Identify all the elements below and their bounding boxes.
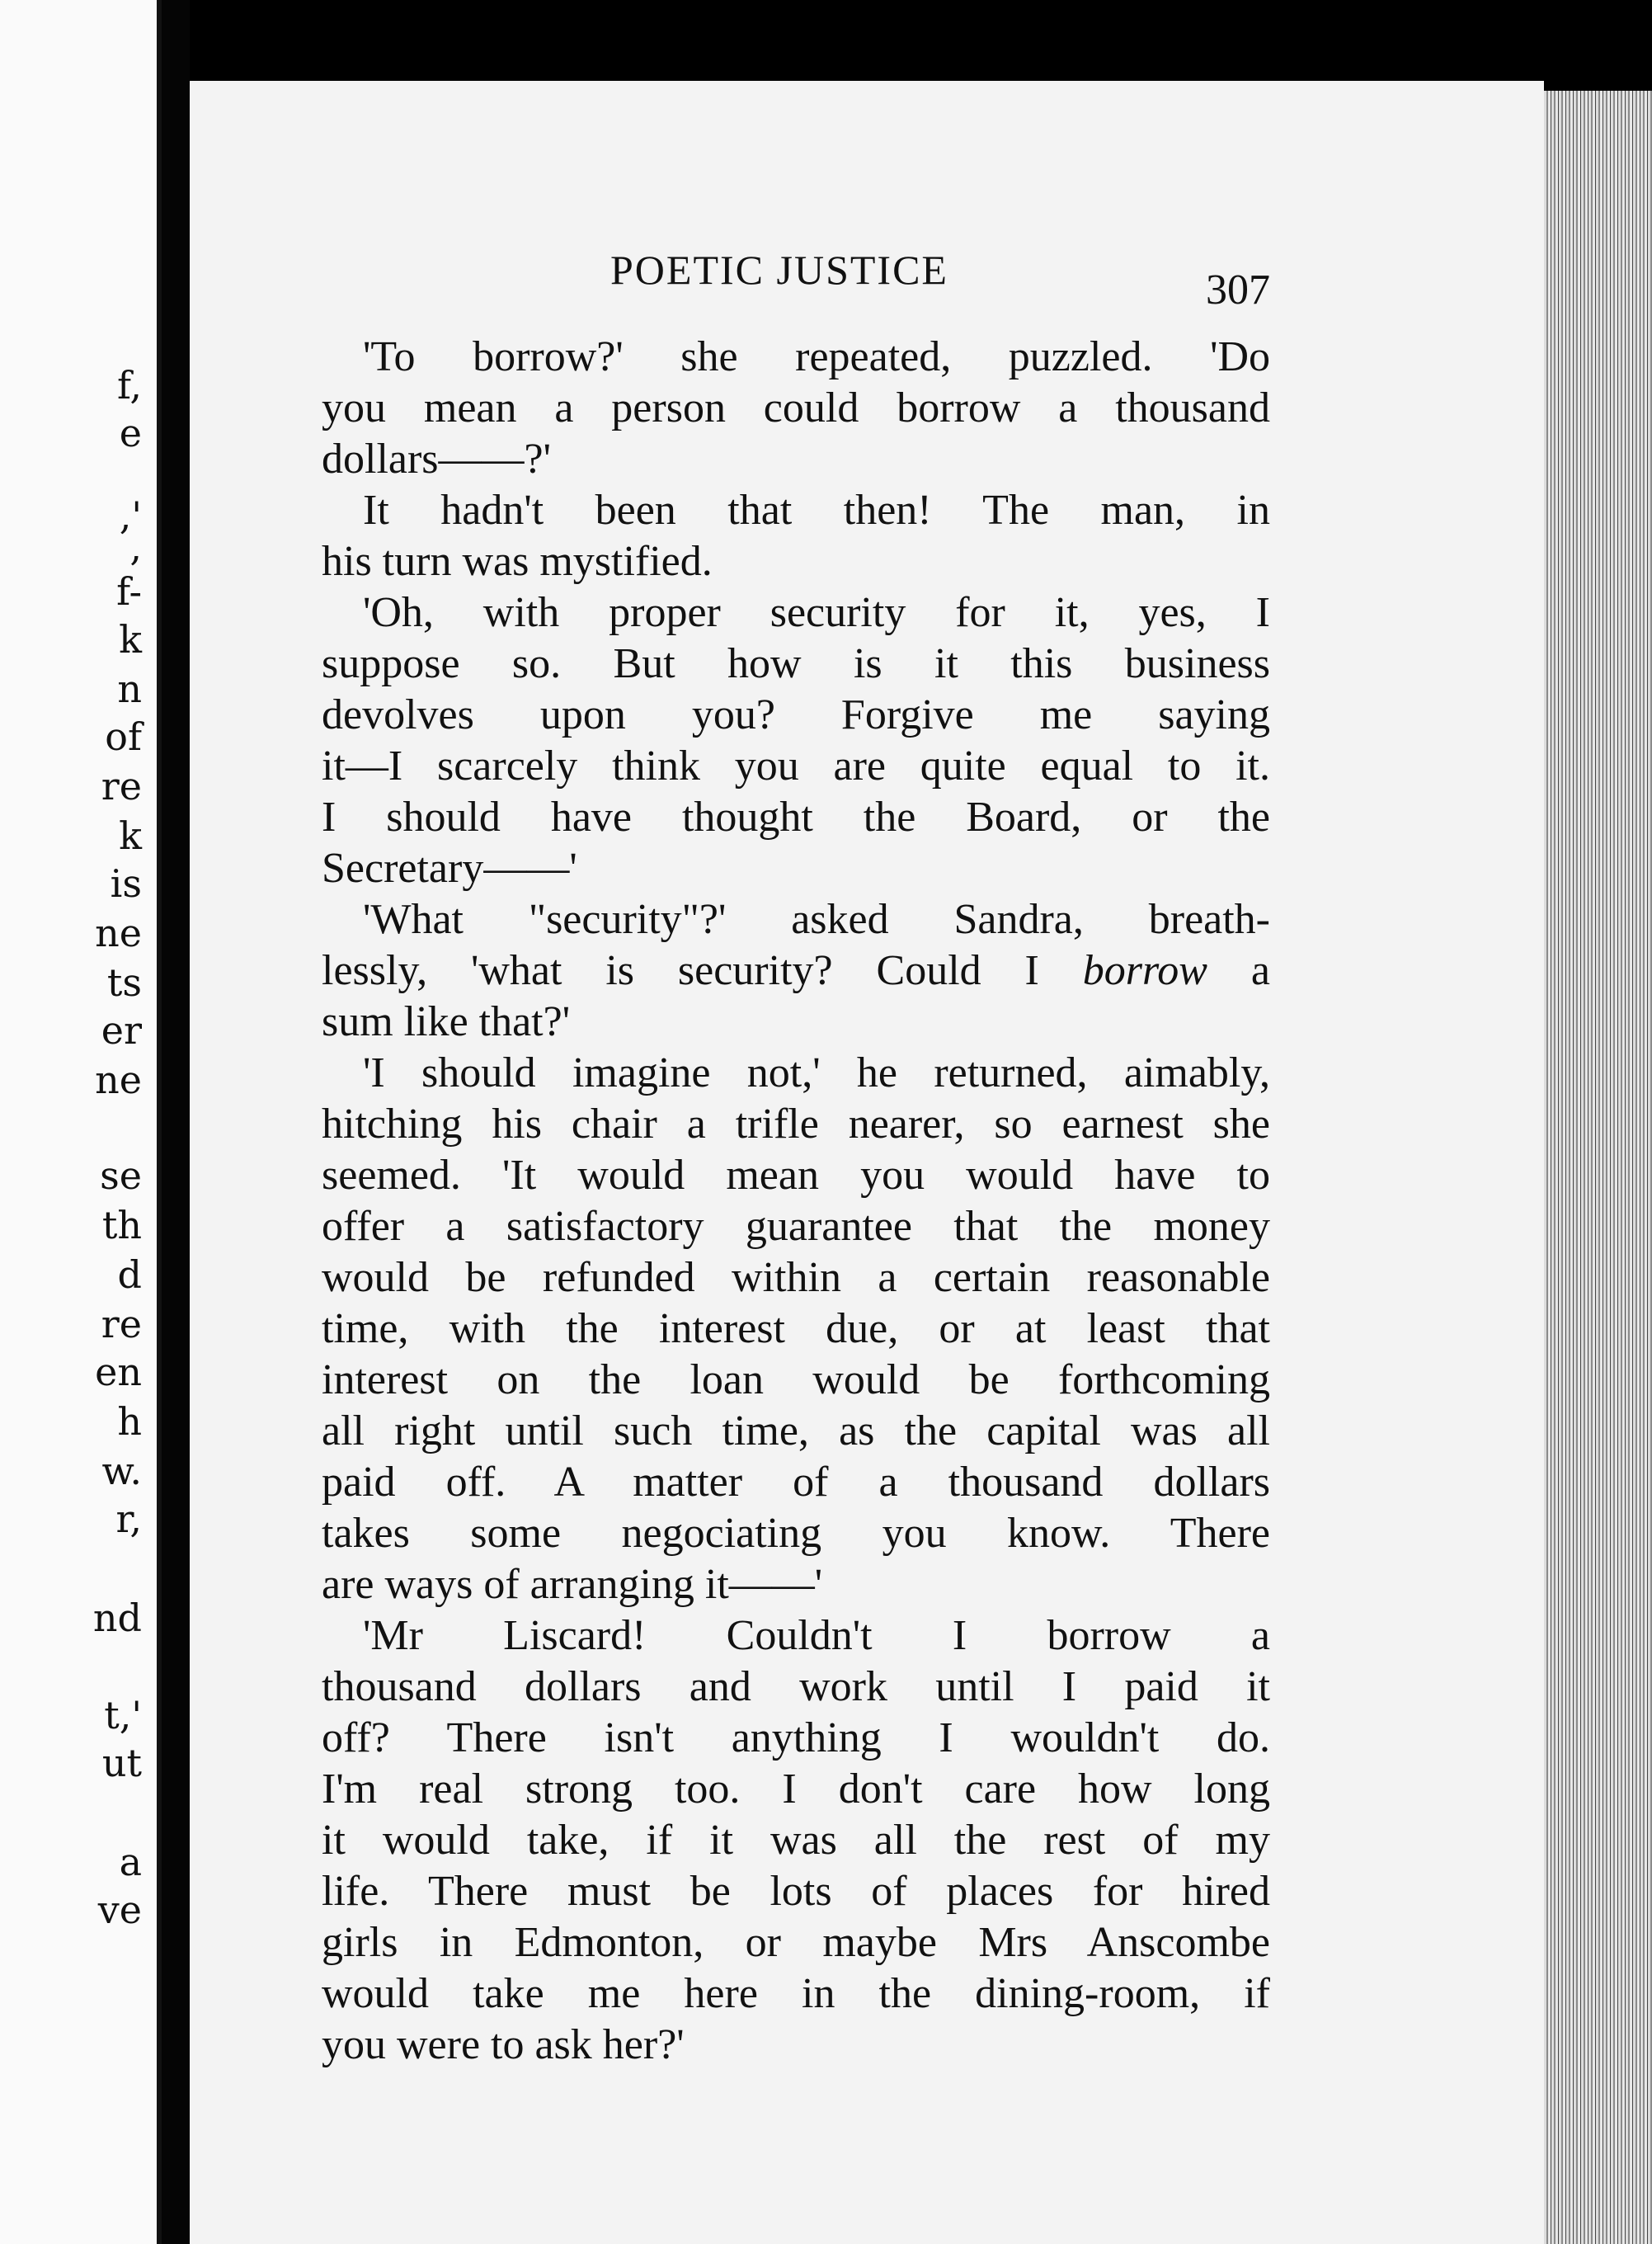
- text-line: would take me here in the dining-room, if: [322, 1970, 1270, 2017]
- text-line: offer a satisfactory guarantee that the money: [322, 1203, 1270, 1250]
- text-line: I'm real strong too. I don't care how long: [322, 1766, 1270, 1813]
- text-line: seemed. 'It would mean you would have to: [322, 1152, 1270, 1199]
- text-line: hitching his chair a trifle nearer, so earnest she: [322, 1101, 1270, 1148]
- left-page-fragment-text: re: [101, 1302, 142, 1346]
- text-line: it—I scarcely think you are quite equal to it.: [322, 742, 1270, 790]
- text-line: 'Mr Liscard! Couldn't I borrow a: [363, 1612, 1270, 1659]
- left-page-fragment-text: n: [117, 667, 142, 711]
- paragraph: [322, 1610, 1270, 2071]
- left-page-fragment-text: h: [117, 1399, 142, 1444]
- text-line: It hadn't been that then! The man, in: [363, 487, 1270, 534]
- book-gutter: [162, 0, 190, 2244]
- left-page-fragment-text: se: [100, 1153, 142, 1198]
- left-page-fragment-text: ts: [106, 960, 142, 1005]
- paragraph: [322, 587, 1270, 894]
- text-line: 'What "security"?' asked Sandra, breath-: [363, 896, 1270, 943]
- left-page-fragment-text: ne: [95, 1058, 142, 1102]
- text-line: paid off. A matter of a thousand dollars: [322, 1459, 1270, 1506]
- italic-word: borrow: [1082, 947, 1207, 994]
- text-line: [322, 945, 1270, 997]
- paragraph: [322, 1048, 1270, 1610]
- left-page-fragment-text: ne: [95, 911, 142, 955]
- left-page-fragment-text: of: [105, 714, 142, 759]
- text-line: suppose so. But how is it this business: [322, 640, 1270, 687]
- text-line: dollars——?': [322, 436, 551, 483]
- left-page-fragment-text: a: [119, 1840, 142, 1884]
- text-line: you were to ask her?': [322, 2021, 685, 2068]
- text-line: 'I should imagine not,' he returned, aimably,: [363, 1049, 1270, 1096]
- left-page-fragment-text: ,': [119, 493, 142, 538]
- left-page-fragment-text: k: [119, 813, 142, 858]
- paragraph: [322, 485, 1270, 587]
- left-page-fragment-text: ve: [97, 1888, 142, 1932]
- text-line: time, with the interest due, or at least that: [322, 1305, 1270, 1352]
- text-line: girls in Edmonton, or maybe Mrs Anscombe: [322, 1919, 1270, 1966]
- left-page-fragment-text: th: [101, 1203, 142, 1247]
- text-line: Secretary——': [322, 845, 577, 892]
- text-line: life. There must be lots of places for hired: [322, 1868, 1270, 1915]
- text-run: lessly, 'what is security? Could I: [322, 947, 1083, 994]
- left-page-fragment-text: er: [101, 1008, 142, 1053]
- left-page-fragment-text: en: [95, 1350, 142, 1394]
- left-page-fragment-text: nd: [92, 1596, 142, 1640]
- text-line: all right until such time, as the capital was all: [322, 1407, 1270, 1454]
- text-line: 'To borrow?' she repeated, puzzled. 'Do: [363, 333, 1270, 380]
- text-line: 'Oh, with proper security for it, yes, I: [363, 589, 1270, 636]
- paragraph: [322, 894, 1270, 1048]
- text-line: interest on the loan would be forthcoming: [322, 1356, 1270, 1403]
- page-number: 307: [1206, 266, 1270, 314]
- left-page-fragment-text: r,: [115, 1497, 142, 1541]
- left-page-fragment-text: is: [110, 861, 142, 906]
- body-text: [322, 332, 1270, 2071]
- left-page-fragment-text: re: [101, 764, 142, 808]
- left-page-fragment-text: t,': [104, 1693, 142, 1737]
- text-line: sum like that?': [322, 998, 571, 1045]
- text-line: thousand dollars and work until I paid it: [322, 1663, 1270, 1710]
- text-line: devolves upon you? Forgive me saying: [322, 691, 1270, 738]
- text-line: takes some negociating you know. There: [322, 1510, 1270, 1557]
- running-head: POETIC JUSTICE: [610, 247, 948, 293]
- left-page-fragment-text: ,: [129, 525, 142, 569]
- left-page-fragment-text: k: [119, 617, 142, 662]
- left-page-fragment-text: e: [119, 411, 142, 455]
- left-page-fragment-text: f-: [116, 569, 142, 614]
- text-line: his turn was mystified.: [322, 538, 713, 585]
- text-line: I should have thought the Board, or the: [322, 794, 1270, 841]
- left-page-fragment: [0, 0, 162, 2244]
- text-line: would be refunded within a certain reasonable: [322, 1254, 1270, 1301]
- text-line: you mean a person could borrow a thousand: [322, 384, 1270, 431]
- left-page-fragment-text: w.: [101, 1449, 142, 1493]
- text-line: are ways of arranging it——': [322, 1561, 823, 1608]
- paragraph: [322, 332, 1270, 485]
- page-edges: [1544, 91, 1652, 2244]
- text-run: a: [1207, 947, 1270, 994]
- text-line: it would take, if it was all the rest of my: [322, 1817, 1270, 1864]
- text-line: off? There isn't anything I wouldn't do.: [322, 1714, 1270, 1761]
- left-page-fragment-text: d: [117, 1252, 142, 1297]
- left-page-fragment-text: f,: [116, 363, 142, 408]
- left-page-fragment-text: ut: [101, 1741, 142, 1785]
